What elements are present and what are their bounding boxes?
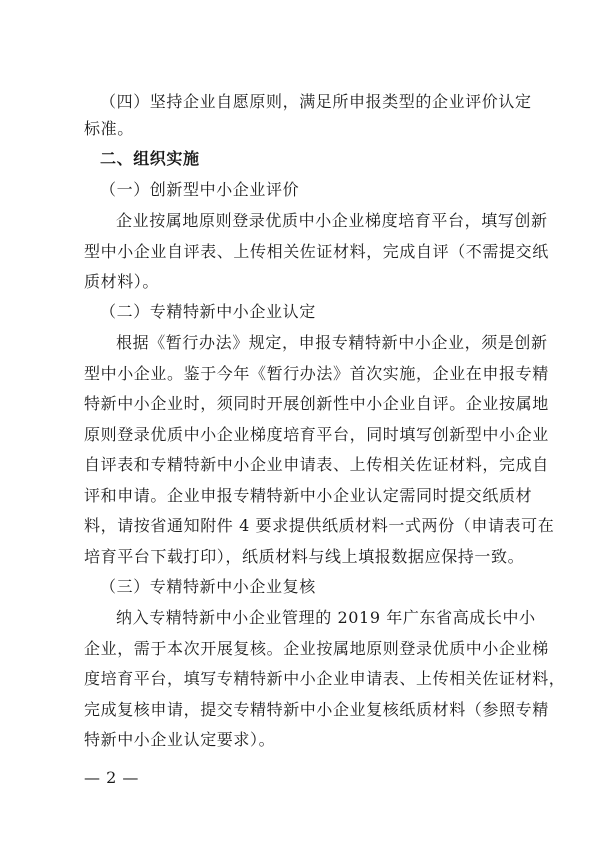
paragraph-one-line-1: 企业按属地原则登录优质中小企业梯度培育平台，填写创新	[116, 211, 548, 230]
paragraph-two-line-7: 料，请按省通知附件 4 要求提供纸质材料一式两份（申请表可在	[84, 516, 555, 535]
paragraph-two-line-8: 培育平台下载打印），纸质材料与线上填报数据应保持一致。	[84, 547, 525, 566]
paragraph-four-line-1: （四）坚持企业自愿原则，满足所申报类型的企业评价认定	[100, 92, 532, 111]
paragraph-two-line-6: 评和申请。企业申报专精特新中小企业认定需同时提交纸质材	[84, 486, 533, 505]
paragraph-two-line-5: 自评表和专精特新中小企业申请表、上传相关佐证材料，完成自	[84, 455, 549, 474]
paragraph-two-line-2: 型中小企业。鉴于今年《暂行办法》首次实施，企业在申报专精	[84, 364, 549, 383]
paragraph-two-line-3: 特新中小企业时，须同时开展创新性中小企业自评。企业按属地	[84, 394, 549, 413]
paragraph-one-line-3: 质材料）。	[84, 272, 160, 291]
subheading-one: （一）创新型中小企业评价	[100, 180, 300, 199]
page-number: — 2 —	[84, 768, 139, 787]
paragraph-two-line-4: 原则登录优质中小企业梯度培育平台，同时填写创新型中小企业	[84, 425, 549, 444]
paragraph-three-line-3: 度培育平台，填写专精特新中小企业申请表、上传相关佐证材料，	[84, 669, 566, 688]
paragraph-three-line-5: 特新中小企业认定要求）。	[84, 730, 276, 749]
paragraph-four-line-2: 标准。	[84, 119, 134, 138]
paragraph-three-line-4: 完成复核申请，提交专精特新中小企业复核纸质材料（参照专精	[84, 700, 549, 719]
subheading-three: （三）专精特新中小企业复核	[100, 577, 316, 596]
paragraph-one-line-2: 型中小企业自评表、上传相关佐证材料，完成自评（不需提交纸	[84, 242, 549, 261]
paragraph-two-line-1: 根据《暂行办法》规定，申报专精特新中小企业，须是创新	[116, 333, 548, 352]
paragraph-three-line-2: 企业，需于本次开展复核。企业按属地原则登录优质中小企业梯	[84, 639, 549, 658]
paragraph-three-line-1: 纳入专精特新中小企业管理的 2019 年广东省高成长中小	[116, 608, 536, 627]
section-heading-organize: 二、组织实施	[100, 149, 200, 168]
subheading-two: （二）专精特新中小企业认定	[100, 302, 316, 321]
